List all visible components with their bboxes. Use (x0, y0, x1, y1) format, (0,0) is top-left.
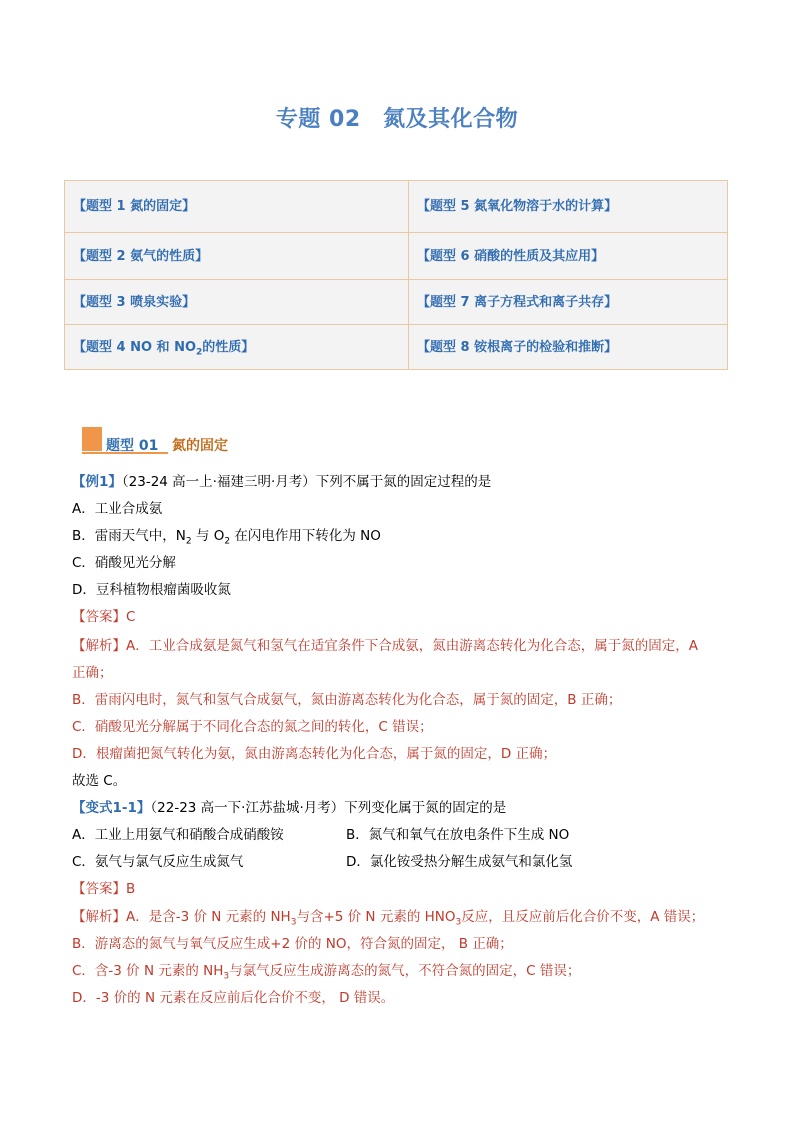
table-divider (65, 279, 727, 280)
analysis-line: B．游离态的氮气与氧气反应生成+2 价的 NO，符合氮的固定， B 正确； (72, 936, 513, 952)
toc-item-2[interactable]: 【题型 2 氨气的性质】 (73, 249, 209, 264)
page-title: 专题 02 氮及其化合物 (275, 107, 519, 132)
toc-item-3[interactable]: 【题型 3 喷泉实验】 (73, 295, 196, 310)
analysis-line: 【解析】A．工业合成氨是氮气和氢气在适宜条件下合成氨，氮由游离态转化为化合态，属于氮的固定，A (72, 638, 698, 654)
section-name: 氮的固定 (172, 438, 228, 454)
answer: 【答案】B (72, 881, 136, 897)
section-marker-icon (82, 427, 102, 451)
section-tag: 题型 01 (106, 438, 159, 454)
section-heading (82, 427, 382, 457)
analysis-line: 【解析】A．是含-3 价 N 元素的 $NH_3$与含+5 价 N 元素的 $HNO_3$反应，且反应前后化合价不变，A 错误； (72, 909, 705, 928)
option-a: A．工业合成氨 (72, 501, 163, 517)
analysis-line: D．根瘤菌把氮气转化为氨，氮由游离态转化为化合态，属于氮的固定，D 正确； (72, 746, 557, 762)
topic-index-table (64, 180, 728, 370)
answer: 【答案】C (72, 609, 136, 625)
analysis-line: B．雷雨闪电时，氮气和氢气合成氨气，氮由游离态转化为化合态，属于氮的固定，B 正确； (72, 692, 622, 708)
option-c: C．氨气与氯气反应生成氮气 (72, 854, 244, 870)
conclusion: 故选 C。 (72, 773, 127, 789)
option-c: C．硝酸见光分解 (72, 555, 176, 571)
analysis-line: 正确； (72, 665, 113, 681)
toc-item-5[interactable]: 【题型 5 氮氧化物溶于水的计算】 (417, 199, 618, 214)
toc-item-8[interactable]: 【题型 8 铵根离子的检验和推断】 (417, 340, 618, 355)
variant-question: 【变式1-1】（22-23 高一下·江苏盐城·月考）下列变化属于氮的固定的是 (72, 800, 507, 816)
analysis-line: C．硝酸见光分解属于不同化合态的氮之间的转化，C 错误； (72, 719, 433, 735)
table-divider (408, 181, 409, 369)
toc-item-7[interactable]: 【题型 7 离子方程式和离子共存】 (417, 295, 618, 310)
analysis-line: D．-3 价的 N 元素在反应前后化合价不变， D 错误。 (72, 990, 395, 1006)
analysis-line: C．含-3 价 N 元素的 $NH_3$与氯气反应生成游离态的氮气，不符合氮的固定，C 错误； (72, 963, 581, 982)
table-divider (65, 232, 727, 233)
table-divider (65, 324, 727, 325)
toc-item-4[interactable]: 【题型 4 NO 和 $NO_2$的性质】 (73, 340, 255, 358)
option-a: A．工业上用氨气和硝酸合成硝酸铵 (72, 827, 284, 843)
option-b: B．雷雨天气中，$N_2$ 与 $O_2$ 在闪电作用下转化为 NO (72, 528, 381, 547)
toc-item-1[interactable]: 【题型 1 氮的固定】 (73, 199, 196, 214)
example-question: 【例1】（23-24 高一上·福建三明·月考）下列不属于氮的固定过程的是 (72, 474, 492, 490)
option-d: D．氯化铵受热分解生成氨气和氯化氢 (346, 854, 573, 870)
toc-item-6[interactable]: 【题型 6 硝酸的性质及其应用】 (417, 249, 605, 264)
option-d: D．豆科植物根瘤菌吸收氮 (72, 582, 231, 598)
option-b: B．氮气和氧气在放电条件下生成 NO (346, 827, 570, 843)
